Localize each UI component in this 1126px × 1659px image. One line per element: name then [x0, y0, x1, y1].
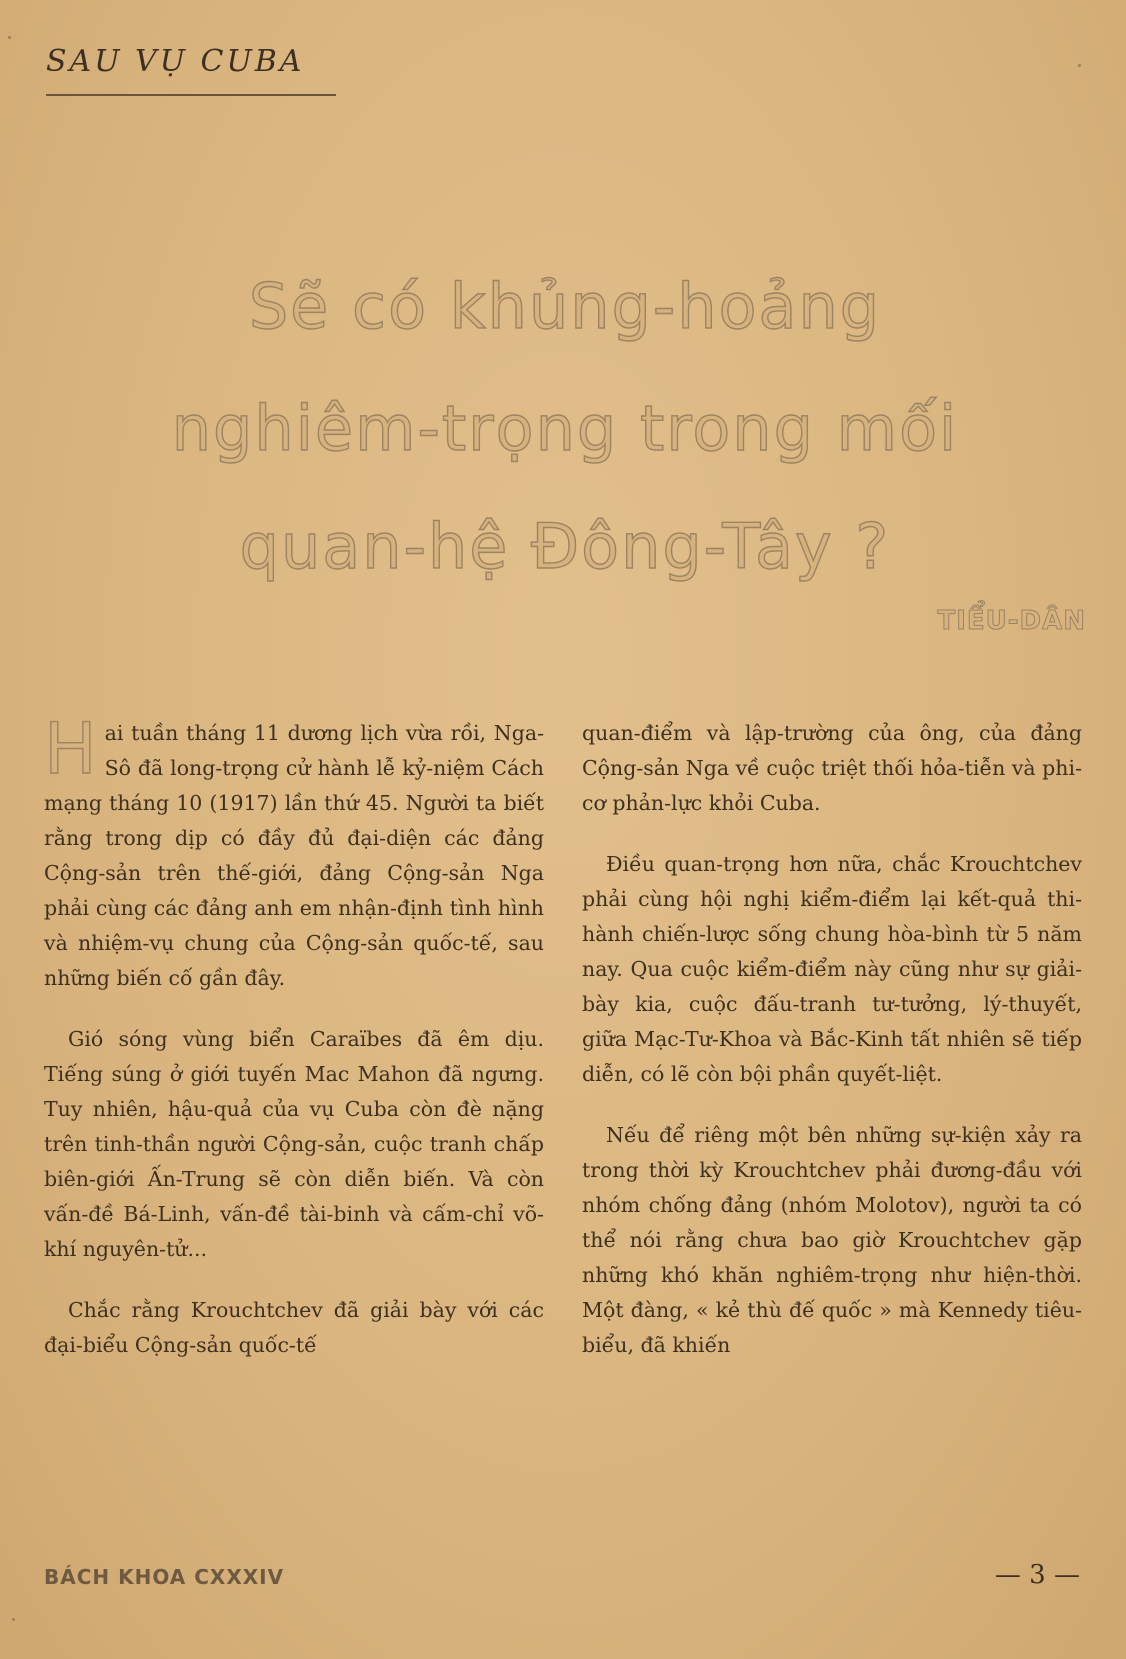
paragraph-text: ai tuần tháng 11 dương lịch vừa rồi, Nga-Sô đã long-trọng cử hành lễ kỷ-niệm Cách mạng tháng 10 (1917) lần thứ 45. Người ta biết rằng trong dịp có đầy đủ đại-diện các đảng Cộng-sản trên thế-giới, đảng Cộng-sản Nga phải cùng các đảng anh em nhận-định tình hình và nhiệm-vụ chung của Cộng-sản quốc-tế, sau những biến cố gần đây. — [44, 721, 544, 990]
paper-speck — [12, 1618, 15, 1621]
paragraph — [44, 708, 544, 996]
author-name: TIỂU-DÂN — [937, 606, 1086, 636]
page-number: — 3 — — [994, 1560, 1080, 1590]
drop-cap: H — [44, 708, 97, 790]
title-line-1: Sẽ có khủng-hoảng — [248, 270, 882, 343]
article-column-left — [44, 708, 544, 1389]
paragraph: Nếu để riêng một bên những sự-kiện xảy ra trong thời kỳ Krouchtchev phải đương-đầu với nhóm chống đảng (nhóm Molotov), người ta có thể nói rằng chưa bao giờ Krouchtchev gặp những khó khăn nghiêm-trọng như hiện-thời. Một đàng, « kẻ thù đế quốc » mà Kennedy tiêu-biểu, đã khiến — [582, 1123, 1082, 1357]
paragraph: Chắc rằng Krouchtchev đã giải bày với các đại-biểu Cộng-sản quốc-tế — [44, 1298, 544, 1357]
paragraph: Điều quan-trọng hơn nữa, chắc Krouchtchev phải cùng hội nghị kiểm-điểm lại kết-quả thi-hành chiến-lược sống chung hòa-bình từ 5 năm nay. Qua cuộc kiểm-điểm này cũng như sự giải-bày kia, cuộc đấu-tranh tư-tưởng, lý-thuyết, giữa Mạc-Tư-Khoa và Bắc-Kinh tất nhiên sẽ tiếp diễn, có lẽ còn bội phần quyết-liệt. — [582, 852, 1082, 1086]
section-header: SAU VỤ CUBA — [46, 44, 305, 79]
article-column-right — [582, 716, 1082, 1389]
paragraph: Gió sóng vùng biển Caraïbes đã êm dịu. Tiếng súng ở giới tuyến Mac Mahon đã ngưng. Tuy nhiên, hậu-quả của vụ Cuba còn đè nặng trên tinh-thần người Cộng-sản, cuộc tranh chấp biên-giới Ấn-Trung sẽ còn diễn biến. Và còn vấn-đề Bá-Linh, vấn-đề tài-binh và cấm-chỉ võ-khí nguyên-tử... — [44, 1027, 544, 1261]
header-rule — [46, 94, 336, 96]
title-line-2: nghiêm-trọng trong mối — [171, 392, 959, 465]
title-line-3: quan-hệ Đông-Tây ? — [239, 510, 891, 583]
paper-speck — [1078, 64, 1081, 67]
magazine-footer: BÁCH KHOA CXXXIV — [44, 1565, 285, 1589]
paper-speck — [8, 36, 11, 39]
paragraph: quan-điểm và lập-trường của ông, của đảng Cộng-sản Nga về cuộc triệt thối hỏa-tiễn và phi-cơ phản-lực khỏi Cuba. — [582, 721, 1082, 815]
